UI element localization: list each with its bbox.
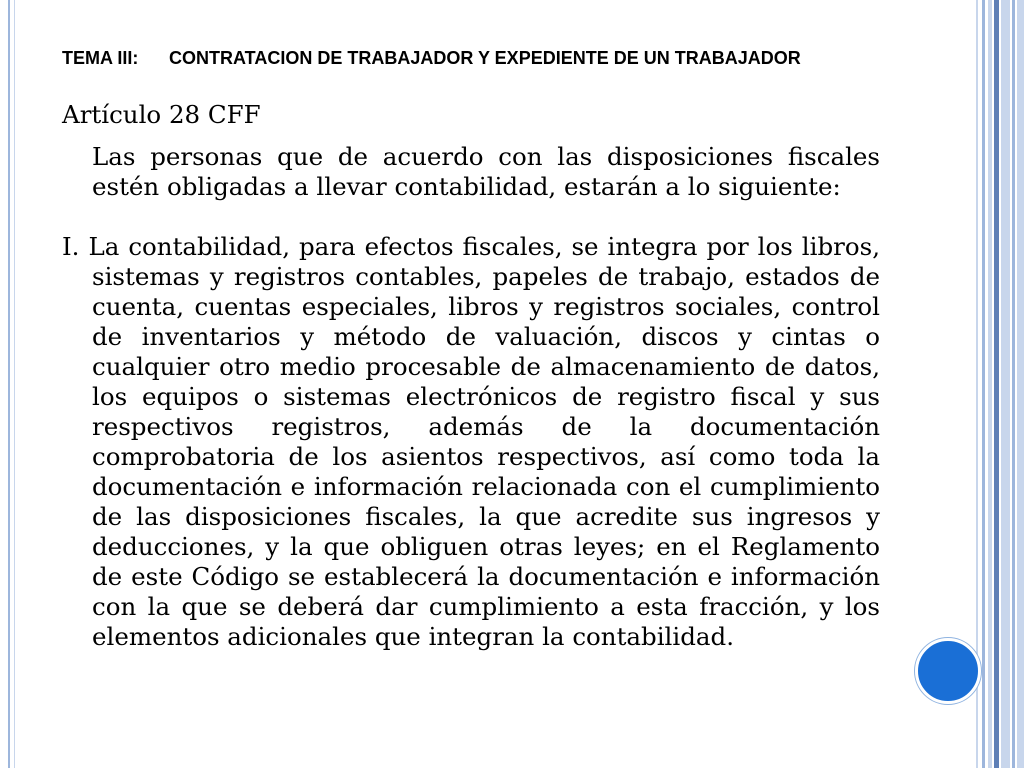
- left-frame-line: [8, 0, 10, 768]
- accent-circle: [915, 638, 981, 704]
- fraction-i-paragraph: I. La contabilidad, para efectos fiscales, se integra por los libros, sistemas y registros contables, papeles de trabajo, estados de cuenta, cuentas especiales, libros y registros sociales, control de inventarios y método de valuación, discos y cintas o cualquier otro medio procesable de almacenamiento de datos, los equipos o sistemas electrónicos de registro fiscal y sus respectivos registros, además de la documentación comprobatoria de los asientos respectivos, así como toda la documentación e información relacionada con el cumplimiento de las disposiciones fiscales, la que acredite sus ingresos y deducciones, y la que obliguen otras leyes; en el Reglamento de este Código se establecerá la documentación e información con la que se deberá dar cumplimiento a esta fracción, y los elementos adicionales que integran la contabilidad.: [62, 232, 880, 651]
- right-frame-band-6: [1017, 0, 1024, 768]
- right-frame-band-2: [988, 0, 992, 768]
- intro-paragraph: Las personas que de acuerdo con las disposiciones fiscales estén obligadas a llevar contabilidad, estarán a lo siguiente:: [92, 142, 880, 201]
- title-label: TEMA III:: [62, 48, 139, 68]
- slide-body: [62, 100, 880, 652]
- left-frame-line-thin: [14, 0, 15, 768]
- title-text: CONTRATACION DE TRABAJADOR Y EXPEDIENTE DE UN TRABAJADOR: [169, 48, 801, 68]
- right-frame-band-4: [1001, 0, 1010, 768]
- right-frame-band-1: [982, 0, 985, 768]
- right-frame-band-inner: [976, 0, 978, 768]
- right-frame-band-5: [1012, 0, 1015, 768]
- right-frame-band-3: [994, 0, 999, 768]
- article-heading: Artículo 28 CFF: [62, 100, 261, 129]
- slide-title: [62, 49, 882, 68]
